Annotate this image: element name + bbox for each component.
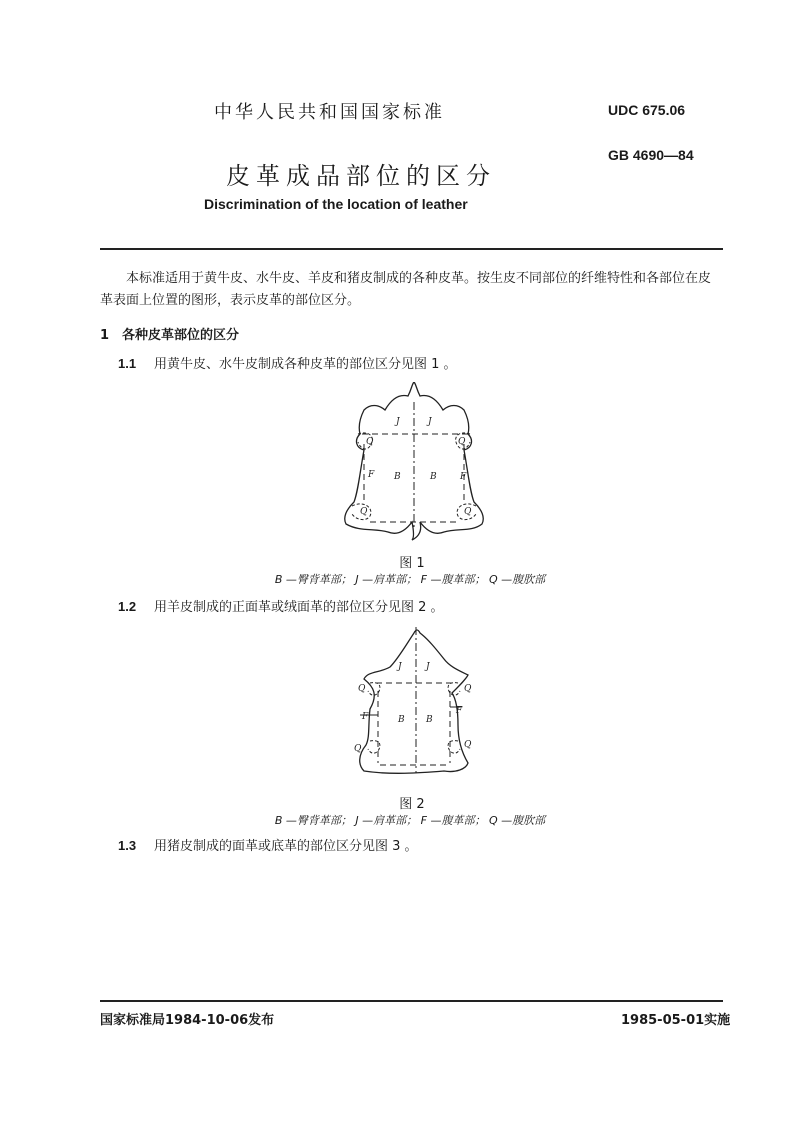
clause-1-2 xyxy=(118,596,444,615)
label-q-ll: Q xyxy=(360,507,368,517)
label-j-left: J xyxy=(398,662,402,672)
figure-2-caption: 图 2 xyxy=(399,797,425,812)
section-title: 各种皮革部位的区分 xyxy=(122,328,240,343)
label-j-right: J xyxy=(426,662,430,672)
clause-text: 用羊皮制成的正面革或绒面革的部位区分见图 2 。 xyxy=(154,600,444,615)
clause-text: 用黄牛皮、水牛皮制成各种皮革的部位区分见图 1 。 xyxy=(154,357,457,372)
figure-1-caption: 图 1 xyxy=(399,556,425,571)
label-q-ll: Q xyxy=(354,744,362,754)
figure-2-legend: B —臀背革部； J —肩革部； F —腹革部； Q —腹肷部 xyxy=(274,814,546,827)
english-title: Discrimination of the location of leather xyxy=(204,196,468,212)
clause-1-3 xyxy=(118,835,418,854)
label-q-ur: Q xyxy=(458,437,466,447)
figure-1-diagram xyxy=(330,382,500,542)
udc-number: UDC 675.06 xyxy=(608,102,686,118)
clause-number: 1.2 xyxy=(118,599,137,614)
label-j-right: J xyxy=(428,417,432,427)
label-b-left: B xyxy=(394,472,401,482)
clause-1-1 xyxy=(118,353,457,372)
label-b-right: B xyxy=(430,472,437,482)
figure-2-diagram xyxy=(340,625,500,785)
standard-number: GB 4690—84 xyxy=(608,147,694,163)
section-1-heading xyxy=(100,324,239,343)
label-b-left: B xyxy=(398,715,405,725)
label-q-ur: Q xyxy=(464,684,472,694)
clause-number: 1.3 xyxy=(118,838,137,853)
label-q-ul: Q xyxy=(358,684,366,694)
section-number: 1 xyxy=(100,328,110,343)
footer-rule xyxy=(100,1000,723,1002)
issue-date: 国家标准局1984-10-06发布 xyxy=(100,1013,275,1028)
effective-date: 1985-05-01实施 xyxy=(621,1013,731,1028)
header-rule xyxy=(100,248,723,250)
clause-text: 用猪皮制成的面革或底革的部位区分见图 3 。 xyxy=(154,839,418,854)
figure-1-legend: B —臀背革部； J —肩革部； F —腹革部； Q —腹肷部 xyxy=(274,573,546,586)
label-q-lr: Q xyxy=(464,507,472,517)
label-f-left: F xyxy=(368,470,375,480)
label-b-right: B xyxy=(426,715,433,725)
org-title: 中华人民共和国国家标准 xyxy=(214,102,445,123)
label-f-right: F xyxy=(460,472,467,482)
intro-paragraph: 本标准适用于黄牛皮、水牛皮、羊皮和猪皮制成的各种皮革。按生皮不同部位的纤维特性和各部位在皮革表面上位置的图形，表示皮革的部位区分。 xyxy=(100,271,712,308)
clause-number: 1.1 xyxy=(118,356,137,371)
label-q-ul: Q xyxy=(366,437,374,447)
label-q-lr: Q xyxy=(464,740,472,750)
label-j-left: J xyxy=(396,417,400,427)
document-title: 皮革成品部位的区分 xyxy=(226,162,496,190)
label-f-left: F xyxy=(362,712,369,722)
label-f-right: F xyxy=(456,706,463,716)
